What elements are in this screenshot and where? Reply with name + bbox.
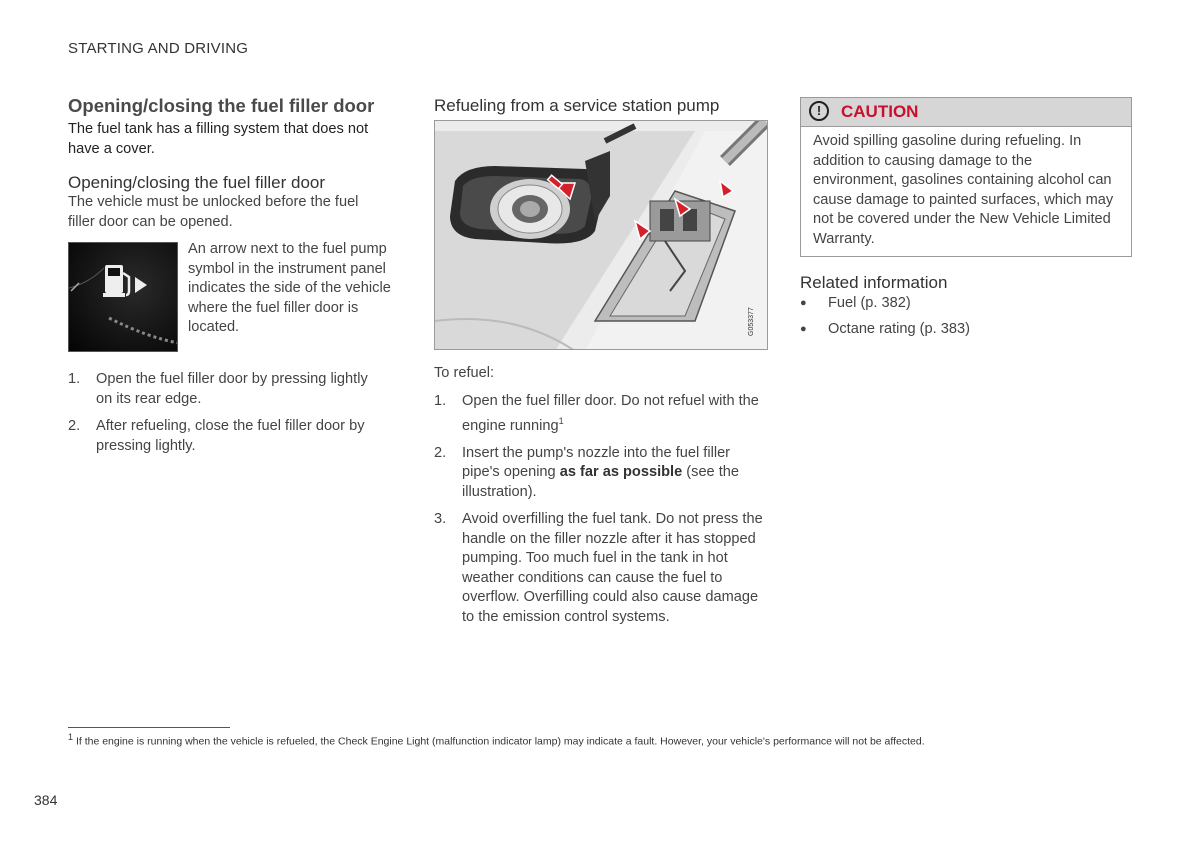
lead-paragraph: The fuel tank has a filling system that does not have a cover. [68, 121, 369, 157]
refueling-illustration [434, 120, 768, 350]
footnote: $^1$ If the engine is running when the vehicle is refueled, the Check Engine Light (malfunction indicator lamp) may indicate a fault. However, your vehicle's performance will not be affected. [68, 732, 925, 748]
caution-box [800, 97, 1132, 257]
subsection-title: Opening/closing the fuel filler door [68, 173, 326, 192]
caution-header [801, 98, 1131, 127]
fuel-pump-indicator-icon [69, 243, 178, 352]
instrument-panel-image [68, 242, 178, 352]
indicator-description: An arrow next to the fuel pump symbol in the instrument panel indicates the side of the vehicle where the fuel filler door is located. [188, 241, 391, 335]
list-item: 1. Open the fuel filler door by pressing lightly on its rear edge. [68, 371, 368, 407]
door-steps-list [68, 370, 388, 464]
figure-code: G053377 [748, 307, 755, 336]
footnote-ref: 1 [558, 415, 564, 426]
related-link-octane[interactable]: ● Octane rating (p. 383) [800, 320, 1132, 340]
list-item: 1. Open the fuel filler door. Do not refuel with the engine running$^1$ [434, 393, 759, 434]
section-header: STARTING AND DRIVING [68, 40, 249, 57]
page-title: Opening/closing the fuel filler door [68, 95, 375, 116]
to-refuel-label: To refuel: [434, 365, 495, 381]
related-title: Related information [800, 273, 948, 292]
refuel-steps-list [434, 392, 768, 635]
intro-paragraph: The vehicle must be unlocked before the fuel filler door can be opened. [68, 194, 359, 230]
related-link-fuel[interactable]: ● Fuel (p. 382) [800, 294, 1132, 314]
related-list [800, 294, 1132, 345]
list-item: 2. Insert the pump's nozzle into the fuel filler pipe's opening as far as possible (see the illustration). [434, 444, 740, 500]
refuel-title: Refueling from a service station pump [434, 96, 720, 115]
exclamation-icon: ! [809, 101, 829, 121]
caution-text: Avoid spilling gasoline during refueling. In addition to causing damage to the environment, gasolines containing alcohol can cause damage to painted surfaces, which may not be covered under the New Vehicle Limited Warranty. [813, 133, 1114, 247]
caution-title: CAUTION [841, 102, 919, 121]
page-number: 384 [34, 792, 58, 808]
list-item: 3. Avoid overfilling the fuel tank. Do not press the handle on the filler nozzle after it has stopped pumping. Too much fuel in the tank in hot weather conditions can cause the fuel to overflow. Overfilling could also cause damage to the emission control systems. [434, 511, 763, 625]
list-item: 2. After refueling, close the fuel filler door by pressing lightly. [68, 418, 365, 454]
footnote-divider [68, 727, 230, 728]
